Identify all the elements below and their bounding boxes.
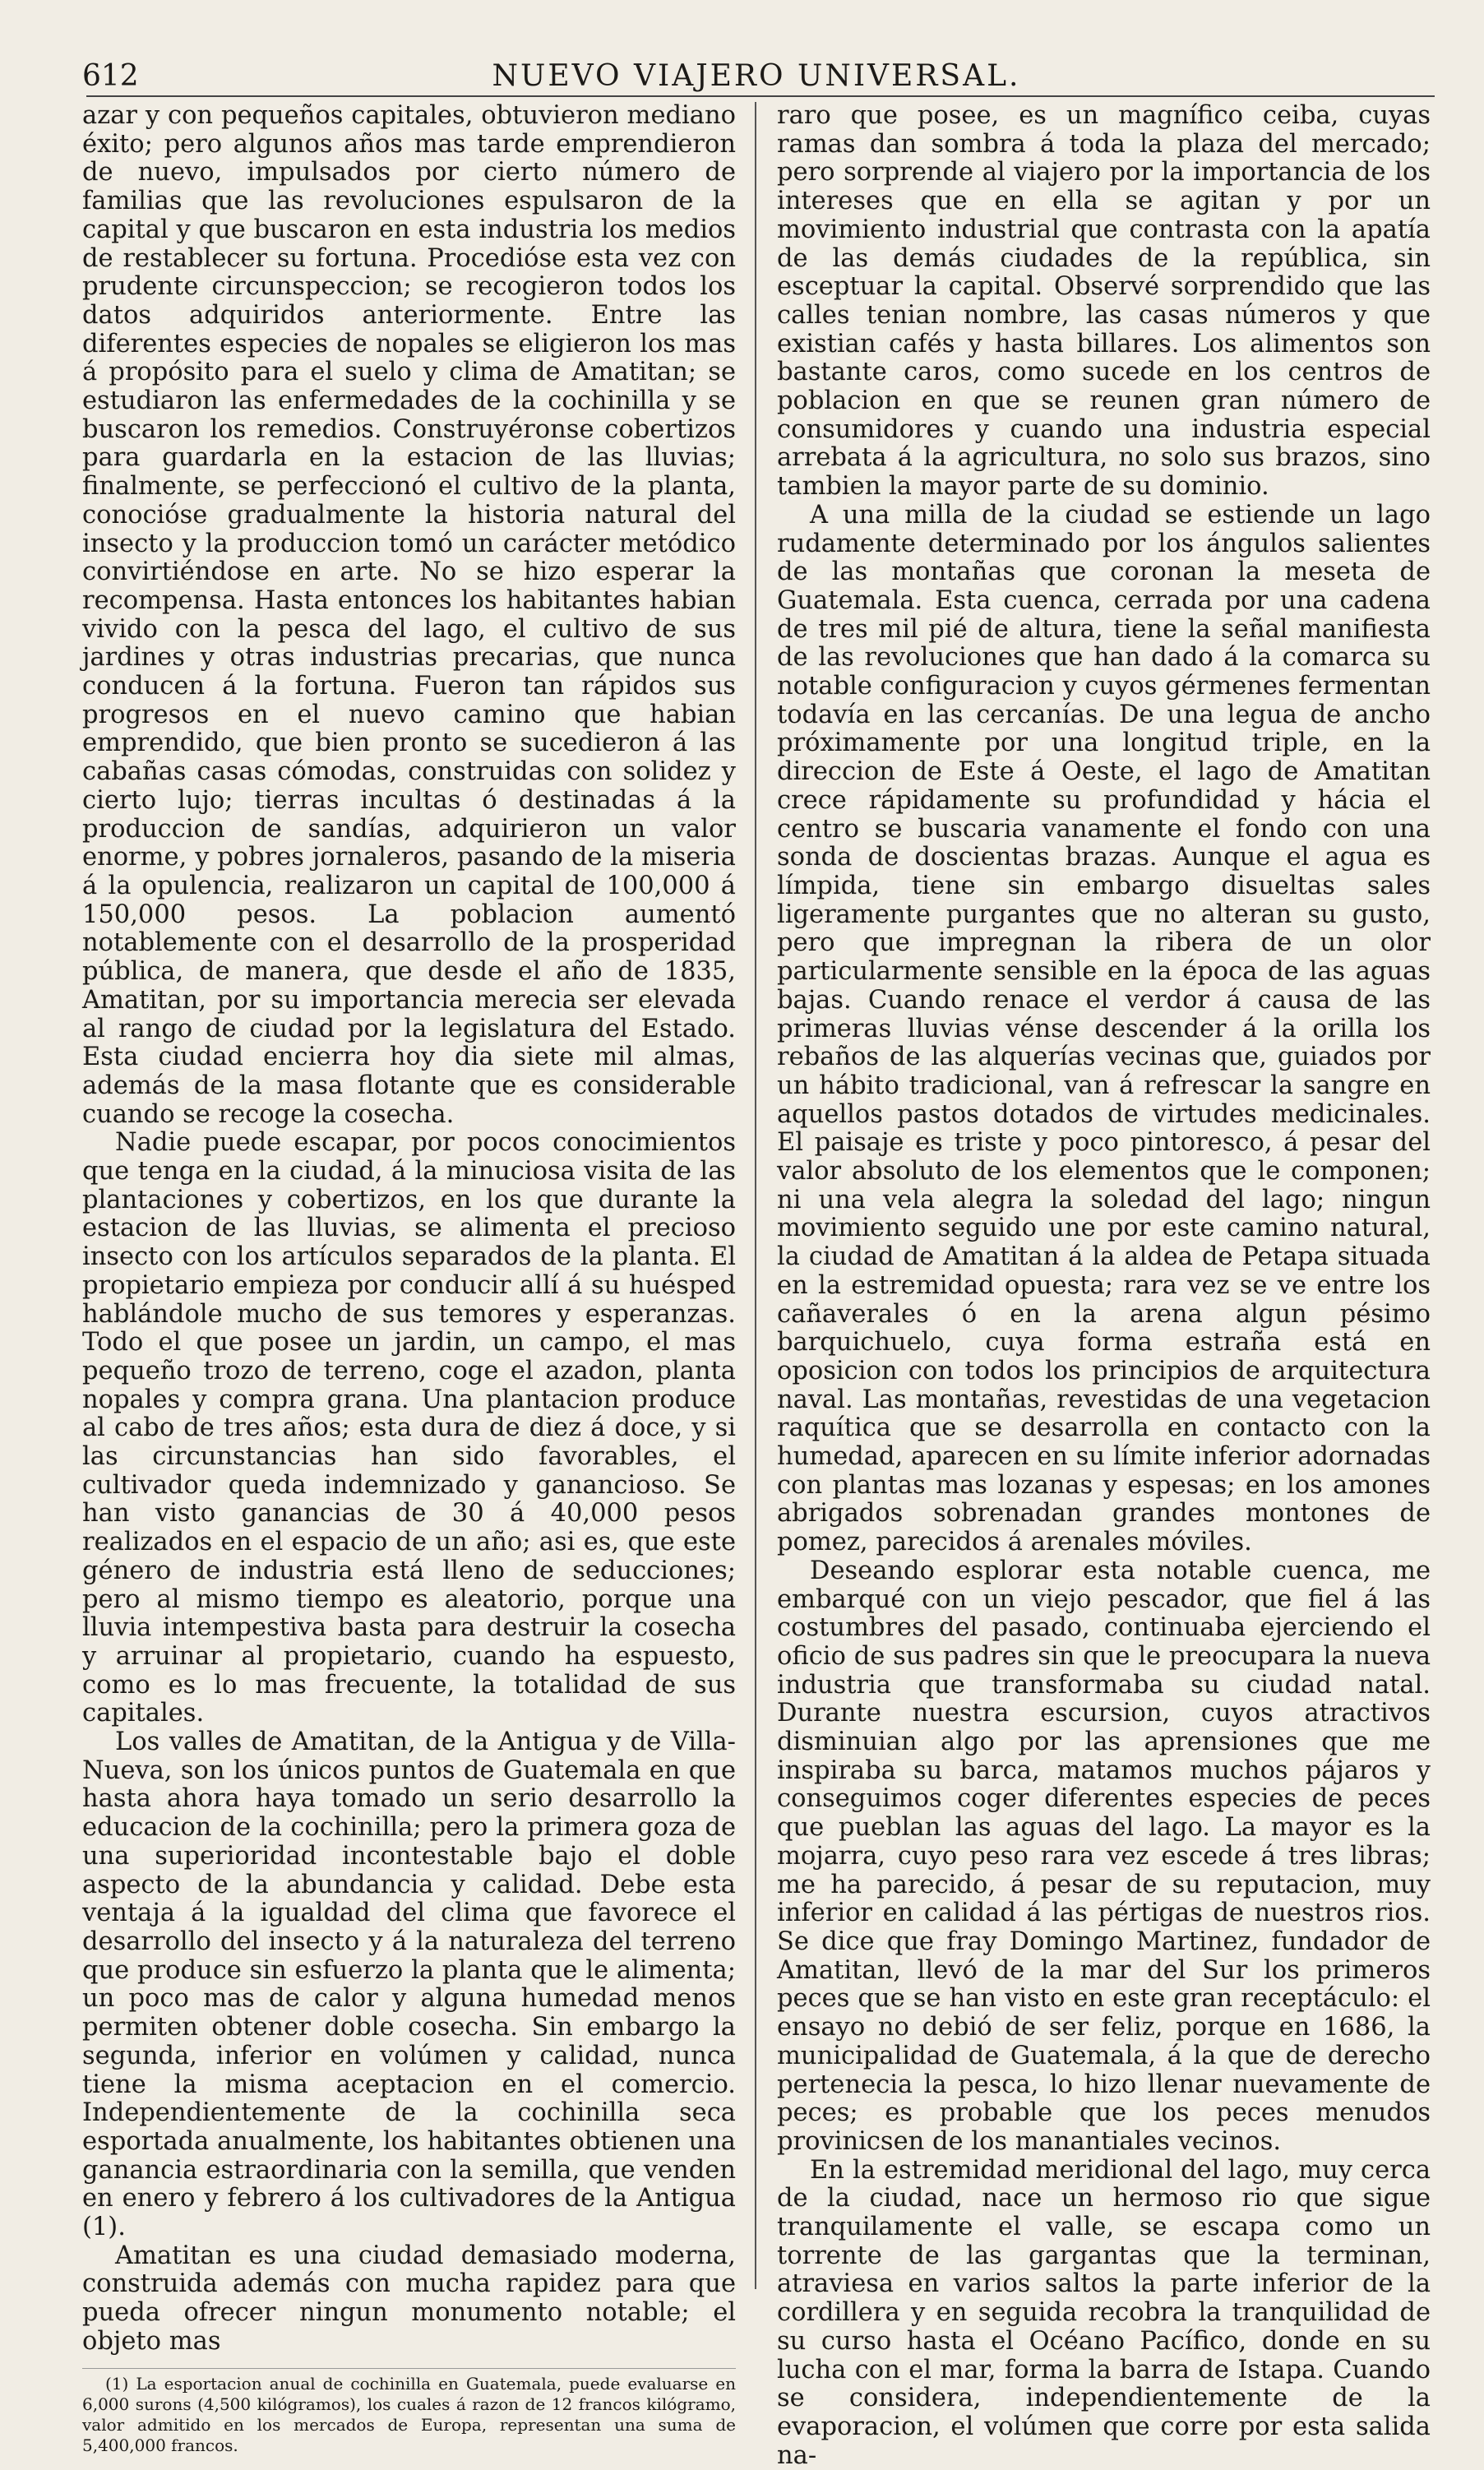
- running-title: NUEVO VIAJERO UNIVERSAL.: [492, 59, 1021, 93]
- footnote: [82, 2368, 736, 2456]
- footnote-text: (1) La esportacion anual de cochinilla en Guatemala, puede evaluarse en 6,000 surons (4,500 kilógramos), los cuales á razon de 12 francos kilógramo, valor admitido en los mercados de Europa, representan una suma de 5,400,000 francos.: [82, 2373, 736, 2455]
- column-divider: [755, 102, 756, 2289]
- text-columns: [82, 101, 1431, 2470]
- paragraph: Los valles de Amatitan, de la Antigua y de Villa-Nueva, son los únicos puntos de Guatemala en que hasta ahora haya tomado un serio desarrollo la educacion de la cochinilla; pero la primera goza de una superioridad incontestable bajo el doble aspecto de la abundancia y calidad. Debe esta ventaja á la igualdad del clima que favorece el desarrollo del insecto y á la naturaleza del terreno que produce sin esfuerzo la planta que le alimenta; un poco mas de calor y alguna humedad menos permiten obtener doble cosecha. Sin embargo la segunda, inferior en volúmen y calidad, nunca tiene la misma aceptacion en el comercio. Independientemente de la cochinilla seca esportada anualmente, los habitantes obtienen una ganancia estraordinaria con la semilla, que venden en enero y febrero á los cultivadores de la Antigua (1).: [82, 1728, 736, 2242]
- page-header: [82, 53, 1431, 102]
- paragraph: Nadie puede escapar, por pocos conocimientos que tenga en la ciudad, á la minuciosa visita de las plantaciones y cobertizos, en los que durante la estacion de las lluvias, se alimenta el precioso insecto con los artículos separados de la planta. El propietario empieza por conducir allí á su huésped hablándole mucho de sus temores y esperanzas. Todo el que posee un jardin, un campo, el mas pequeño trozo de terreno, coge el azadon, planta nopales y compra grana. Una plantacion produce al cabo de tres años; esta dura de diez á doce, y si las circunstancias han sido favorables, el cultivador queda indemnizado y ganancioso. Se han visto ganancias de 30 á 40,000 pesos realizados en el espacio de un año; asi es, que este género de industria está lleno de seducciones; pero al mismo tiempo es aleatorio, porque una lluvia intempestiva basta para destruir la cosecha y arruinar al propietario, cuando ha espuesto, como es lo mas frecuente, la totalidad de sus capitales.: [82, 1128, 736, 1728]
- paragraph: A una milla de la ciudad se estiende un lago rudamente determinado por los ángulos salientes de las montañas que coronan la meseta de Guatemala. Esta cuenca, cerrada por una cadena de tres mil pié de altura, tiene la señal manifiesta de las revoluciones que han dado á la comarca su notable configuracion y cuyos gérmenes fermentan todavía en las cercanías. De una legua de ancho próximamente por una longitud triple, en la direccion de Este á Oeste, el lago de Amatitan crece rápidamente su profundidad y hácia el centro se buscaria vanamente el fondo con una sonda de doscientas brazas. Aunque el agua es límpida, tiene sin embargo disueltas sales ligeramente purgantes que no alteran su gusto, pero que impregnan la ribera de un olor particularmente sensible en la época de las aguas bajas. Cuando renace el verdor á causa de las primeras lluvias vénse descender á la orilla los rebaños de las alquerías vecinas que, guiados por un hábito tradicional, van á refrescar la sangre en aquellos pastos dotados de virtudes medicinales. El paisaje es triste y poco pintoresco, á pesar del valor absoluto de los elementos que le componen; ni una vela alegra la soledad del lago; ningun movimiento seguido une por este camino natural, la ciudad de Amatitan á la aldea de Petapa situada en la estremidad opuesta; rara vez se ve entre los cañaverales ó en la arena algun pésimo barquichuelo, cuya forma estraña está en oposicion con todos los principios de arquitectura naval. Las montañas, revestidas de una vegetacion raquítica que se desarrolla en contacto con la humedad, aparecen en su límite inferior adornadas con plantas mas lozanas y espesas; en los amones abrigados sobrenadan grandes montones de pomez, parecidos á arenales móviles.: [777, 500, 1431, 1557]
- paragraph: En la estremidad meridional del lago, muy cerca de la ciudad, nace un hermoso rio que sigue tranquilamente el valle, se escapa como un torrente de las gargantas que la terminan, atraviesa en varios saltos la parte inferior de la cordillera y en seguida recobra la tranquilidad de su curso hasta el Océano Pacífico, donde en su lucha con el mar, forma la barra de Istapa. Cuando se considera, independientemente de la evaporacion, el volúmen que corre por esta salida na-: [777, 2155, 1431, 2470]
- header-rule: [86, 95, 1435, 97]
- left-column: [82, 101, 736, 2455]
- paragraph: raro que posee, es un magnífico ceiba, cuyas ramas dan sombra á toda la plaza del mercado; pero sorprende al viajero por la importancia de los intereses que en ella se agitan y por un movimiento industrial que contrasta con la apatía de las demás ciudades de la república, sin esceptuar la capital. Observé sorprendido que las calles tenian nombre, las casas números y que existian cafés y hasta billares. Los alimentos son bastante caros, como sucede en los centros de poblacion en que se reunen gran número de consumidores y cuando una industria especial arrebata á la agricultura, no solo sus brazos, sino tambien la mayor parte de su dominio.: [777, 101, 1431, 502]
- right-column: [777, 101, 1431, 2470]
- paragraph: Amatitan es una ciudad demasiado moderna, construida además con mucha rapidez para que pueda ofrecer ningun monumento notable; el objeto mas: [82, 2241, 736, 2356]
- paragraph: Deseando esplorar esta notable cuenca, me embarqué con un viejo pescador, que fiel á las costumbres del pasado, continuaba ejerciendo el oficio de sus padres sin que le preocupara la nueva industria que transformaba su ciudad natal. Durante nuestra escursion, cuyos atractivos disminuian algo por las aprensiones que me inspiraba su barca, matamos muchos pájaros y conseguimos coger diferentes especies de peces que pueblan las aguas del lago. La mayor es la mojarra, cuyo peso rara vez escede á tres libras; me ha parecido, á pesar de su reputacion, muy inferior en calidad á las pértigas de nuestros rios. Se dice que fray Domingo Martinez, fundador de Amatitan, llevó de la mar del Sur los primeros peces que se han visto en este gran receptáculo: el ensayo no debió de ser feliz, porque en 1686, la municipalidad de Guatemala, á la que de derecho pertenecia la pesca, lo hizo llenar nuevamente de peces; es probable que los peces menudos provinicsen de los manantiales vecinos.: [777, 1556, 1431, 2156]
- paragraph: azar y con pequeños capitales, obtuvieron mediano éxito; pero algunos años mas tarde emprendieron de nuevo, impulsados por cierto número de familias que las revoluciones espulsaron de la capital y que buscaron en esta industria los medios de restablecer su fortuna. Procedióse esta vez con prudente circunspeccion; se recogieron todos los datos adquiridos anteriormente. Entre las diferentes especies de nopales se eligieron los mas á propósito para el suelo y clima de Amatitan; se estudiaron las enfermedades de la cochinilla y se buscaron los remedios. Construyéronse cobertizos para guardarla en la estacion de las lluvias; finalmente, se perfeccionó el cultivo de la planta, conocióse gradualmente la historia natural del insecto y la produccion tomó un carácter metódico convirtiéndose en arte. No se hizo esperar la recompensa. Hasta entonces los habitantes habian vivido con la pesca del lago, el cultivo de sus jardines y otras industrias precarias, que nunca conducen á la fortuna. Fueron tan rápidos sus progresos en el nuevo camino que habian emprendido, que bien pronto se sucedieron á las cabañas casas cómodas, construidas con solidez y cierto lujo; tierras incultas ó destinadas á la produccion de sandías, adquirieron un valor enorme, y pobres jornaleros, pasando de la miseria á la opulencia, realizaron un capital de 100,000 á 150,000 pesos. La poblacion aumentó notablemente con el desarrollo de la prosperidad pública, de manera, que desde el año de 1835, Amatitan, por su importancia merecia ser elevada al rango de ciudad por la legislatura del Estado. Esta ciudad encierra hoy dia siete mil almas, además de la masa flotante que es considerable cuando se recoge la cosecha.: [82, 101, 736, 1129]
- page-number: 612: [82, 59, 139, 93]
